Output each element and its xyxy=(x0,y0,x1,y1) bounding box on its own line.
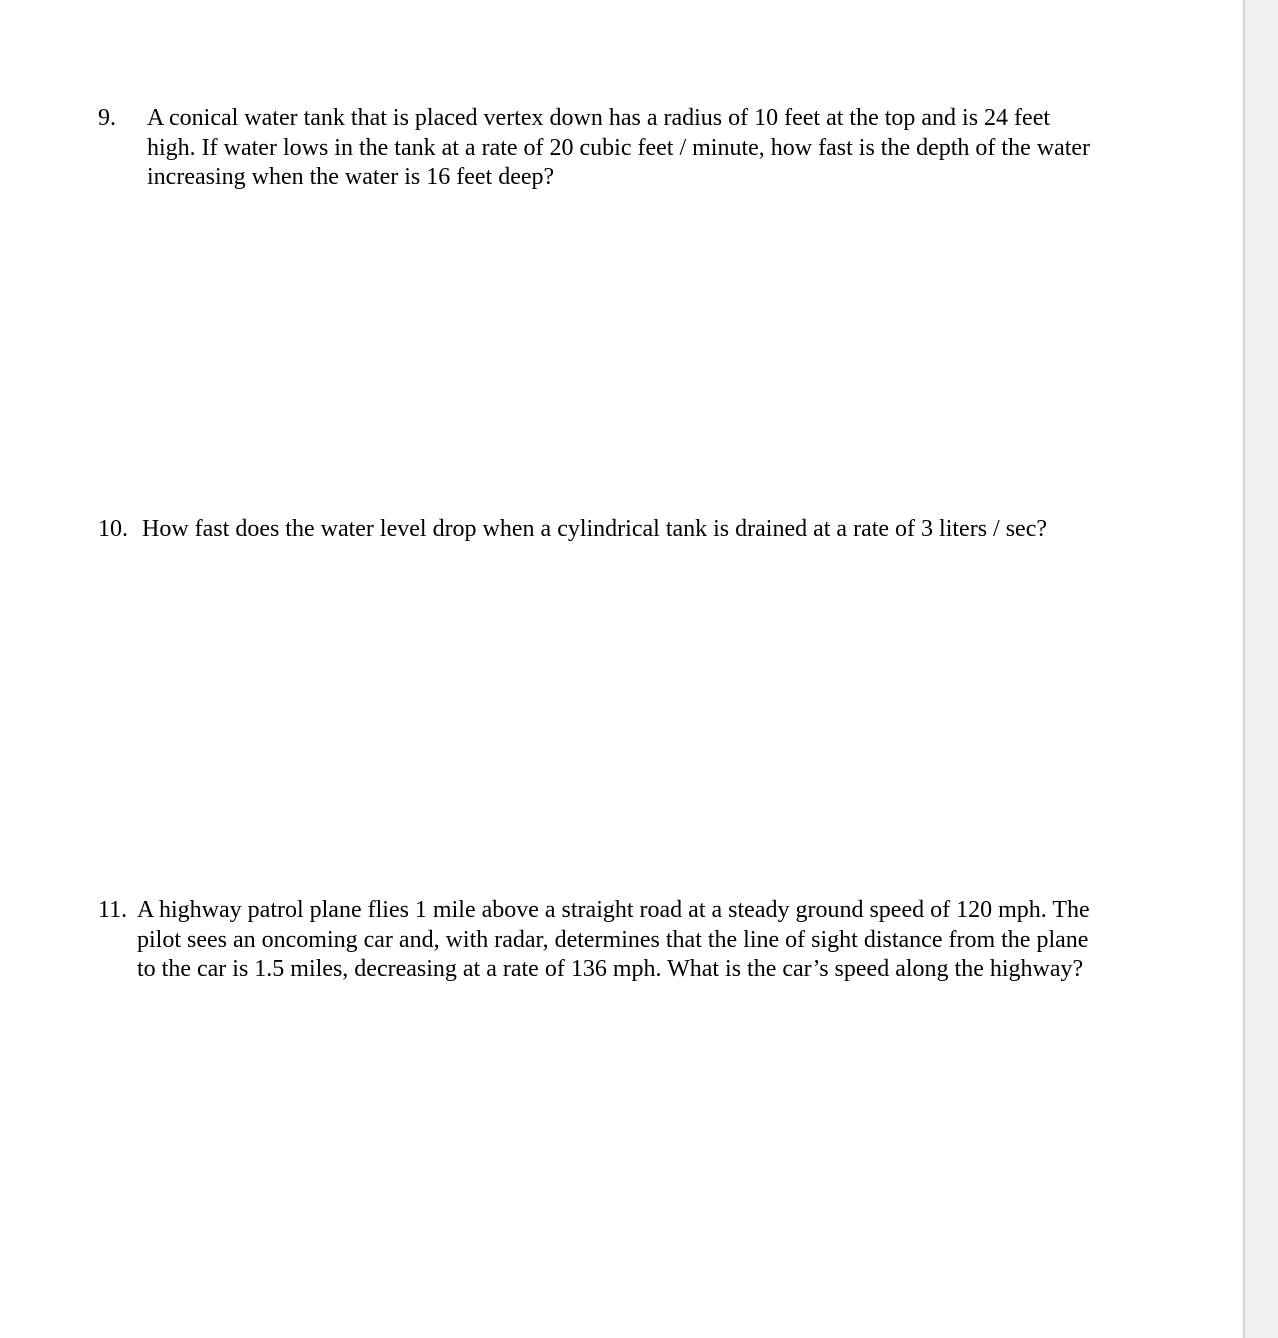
problem-text: How fast does the water level drop when a cylindrical tank is drained at a rate of 3 liters / sec? xyxy=(142,516,1047,542)
problem-9 xyxy=(98,104,1098,193)
problem-text: A highway patrol plane flies 1 mile above a straight road at a steady ground speed of 120 mph. The pilot sees an oncoming car and, with radar, determines that the line of sight distance from the plane to the car is 1.5 miles, decreasing at a rate of 136 mph. What is the car’s speed along the highway? xyxy=(137,897,1090,982)
problem-number: 10. xyxy=(98,516,128,542)
problem-number: 11. xyxy=(98,897,128,923)
problem-10 xyxy=(98,515,1098,545)
problem-11 xyxy=(98,896,1098,985)
scrollbar-track[interactable] xyxy=(1243,0,1278,1338)
problem-number: 9. xyxy=(98,105,116,131)
problem-text: A conical water tank that is placed vertex down has a radius of 10 feet at the top and is 24 feet high. If water lows in the tank at a rate of 20 cubic feet / minute, how fast is the depth of the water increasing when the water is 16 feet deep? xyxy=(147,105,1091,190)
